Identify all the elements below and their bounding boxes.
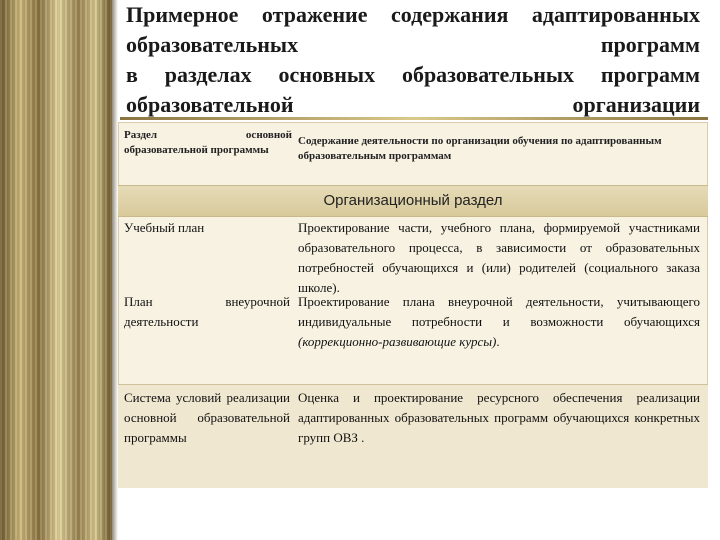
header-content-column: Содержание деятельности по организации обучения по адаптированным образовательным программам <box>298 135 662 162</box>
table-row <box>118 292 708 382</box>
row-section-name: План внеурочной деятельности <box>124 294 290 329</box>
title-line-1: Примерное отражение содержания адаптированных <box>126 2 700 27</box>
row-content-italic: (коррекционно-развивающие курсы) <box>298 334 497 349</box>
content-table <box>118 122 708 488</box>
row-content: Оценка и проектирование ресурсного обеспечения реализации адаптированных образовательных программ обучающихся конкретных групп ОВЗ . <box>298 390 700 445</box>
section-band <box>118 185 708 217</box>
title-line-3: в разделах основных образовательных программ <box>126 62 700 87</box>
header-section-column: Раздел основной образовательной программы <box>124 129 292 156</box>
decorative-gold-border <box>0 0 112 540</box>
row-divider <box>118 384 708 385</box>
title-line-4: образовательной организации <box>126 92 700 117</box>
slide-title <box>126 0 700 120</box>
title-divider <box>120 117 708 120</box>
row-content-end: . <box>496 334 500 349</box>
row-section-name: Учебный план <box>124 220 205 235</box>
table-row <box>118 218 708 296</box>
title-line-2: образовательных программ <box>126 32 700 57</box>
table-row <box>118 388 708 474</box>
row-content <box>298 292 700 352</box>
row-content-text: Проектирование плана внеурочной деятельности, учитывающего индивидуальные потребности и возможности обучающихся <box>298 294 700 329</box>
row-content: Проектирование части, учебного плана, формируемой участниками образовательного процесса, в зависимости от образовательных потребностей обучающихся и (или) родителей (социального заказа школе). <box>298 220 700 295</box>
row-section-name: Система условий реализации основной образовательной программы <box>124 390 290 445</box>
section-title: Организационный раздел <box>323 192 503 209</box>
